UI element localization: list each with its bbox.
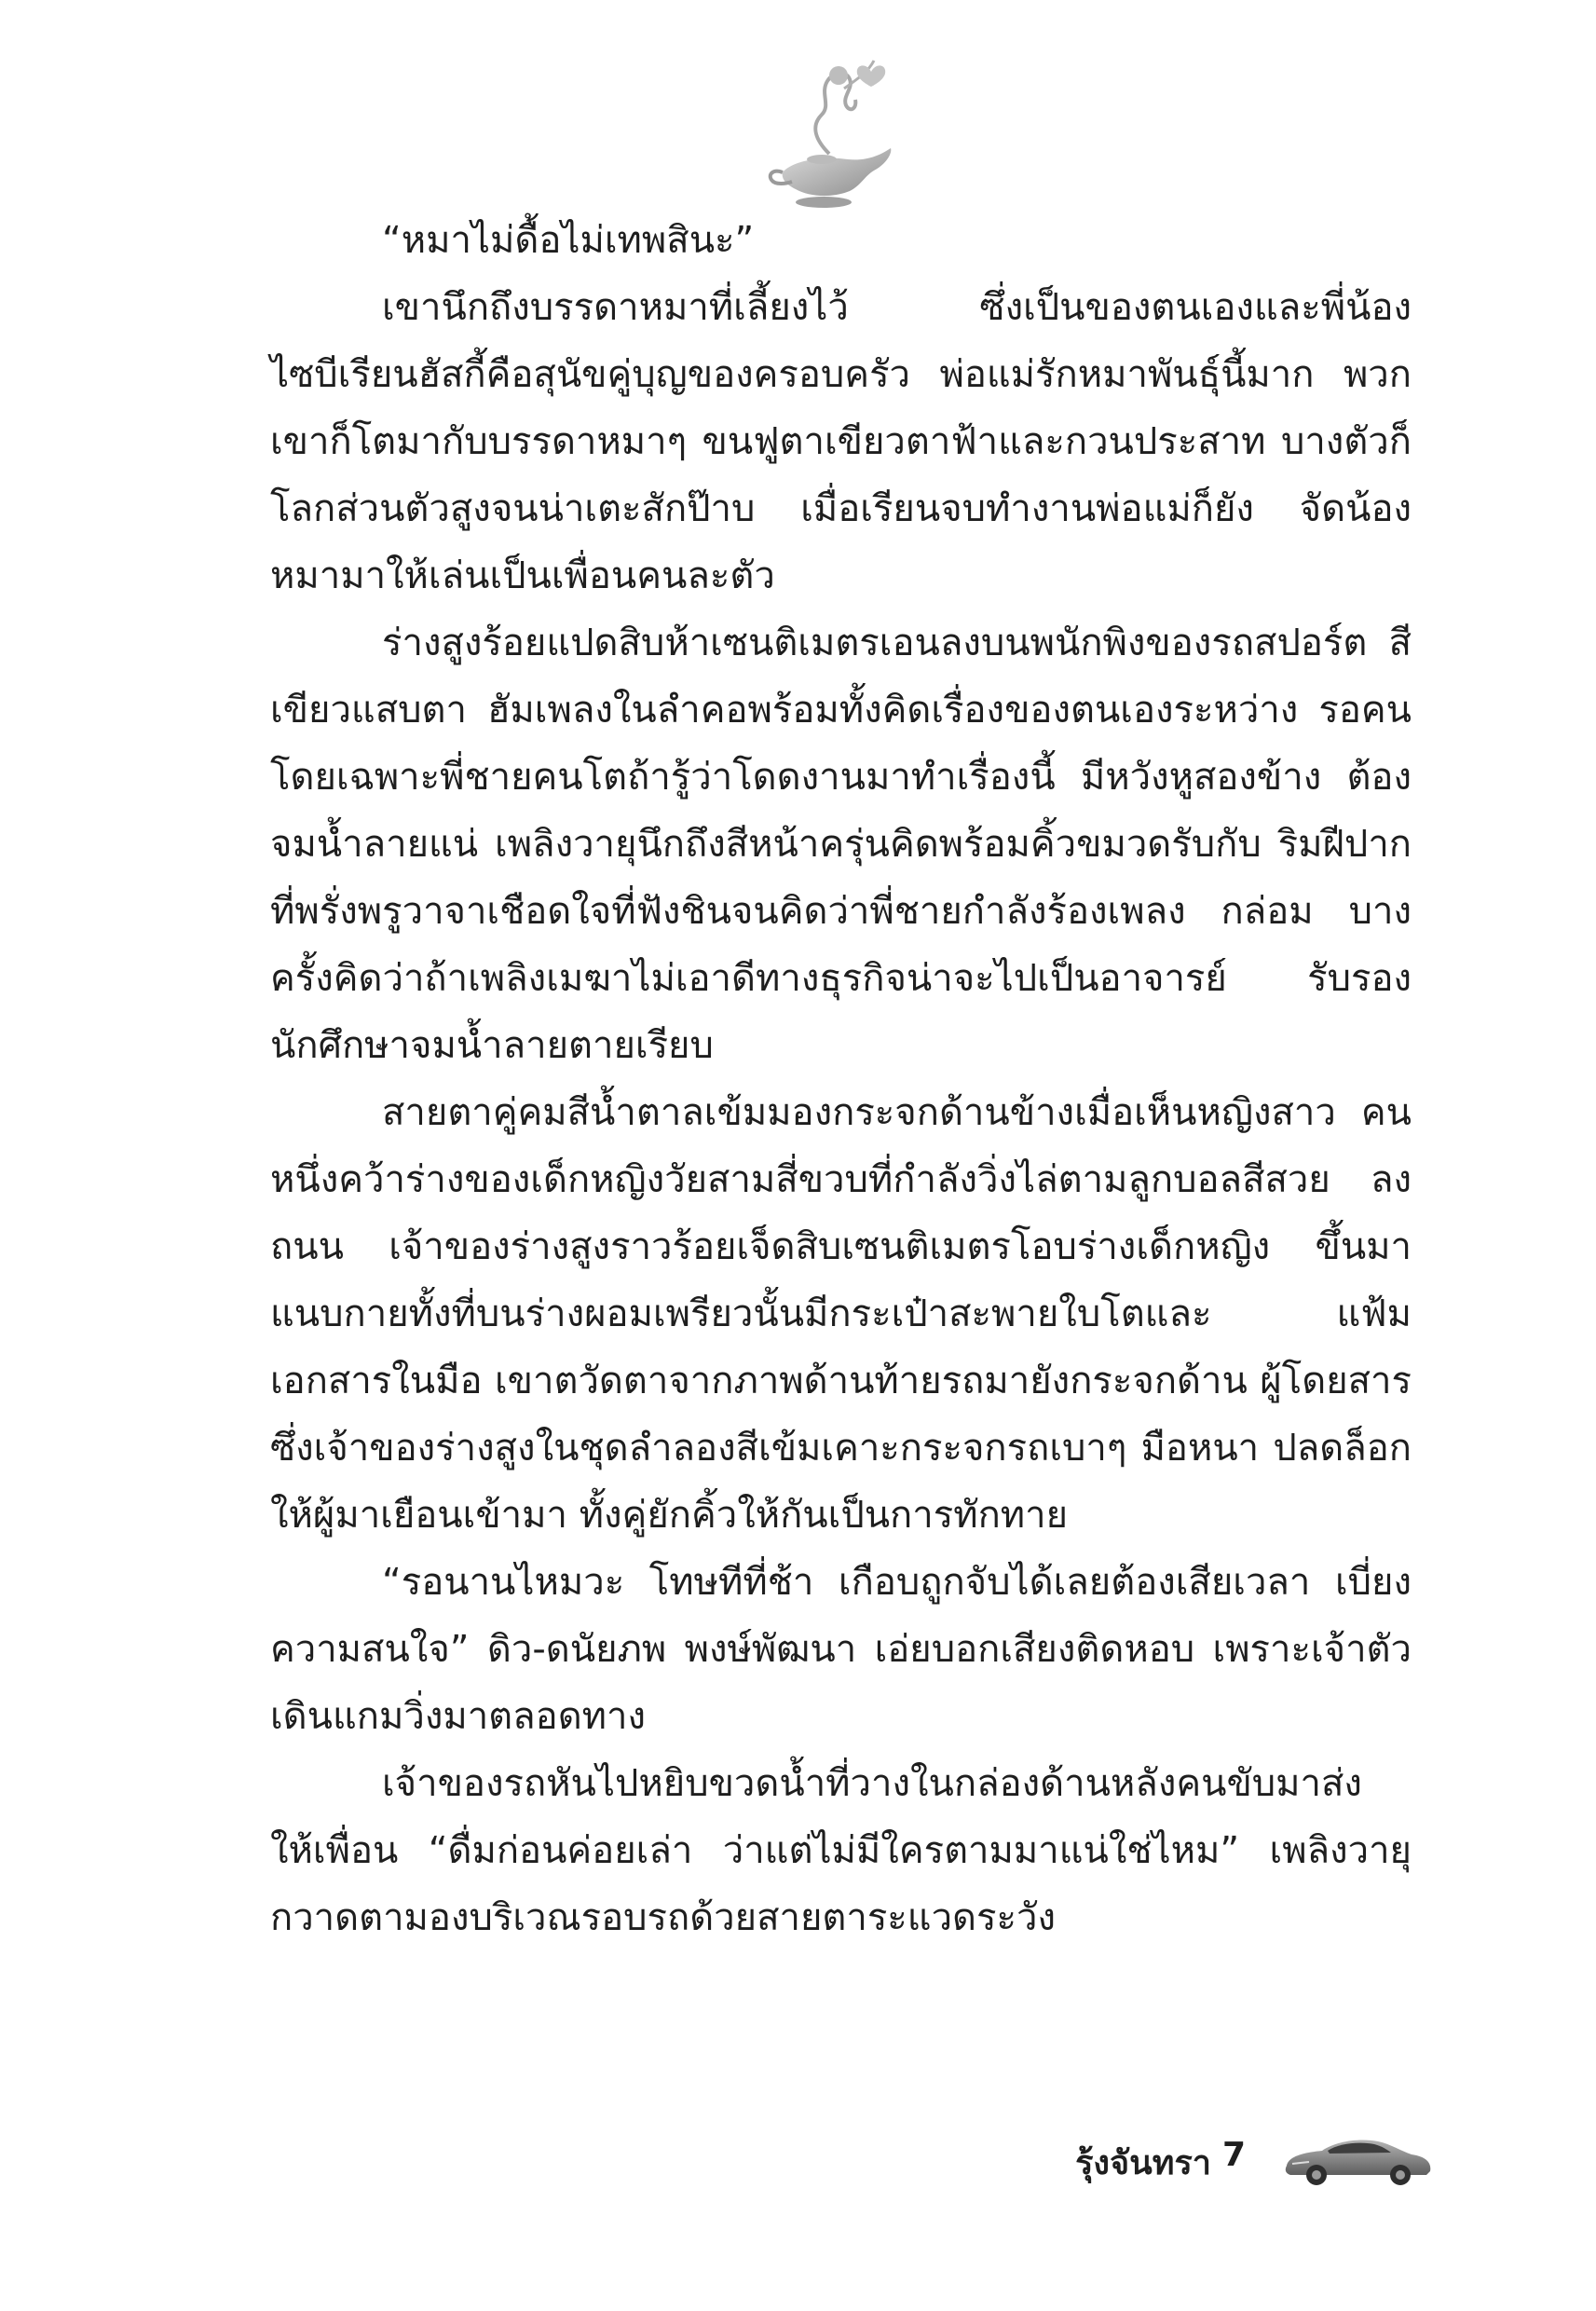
body-text xyxy=(270,207,1412,1951)
page-number: 7 xyxy=(1222,2136,1247,2174)
paragraph-1: “หมาไม่ดื้อไม่เทพสินะ” xyxy=(382,219,755,262)
paragraph-3: ร่างสูงร้อยแปดสิบห้าเซนติเมตรเอนลงบนพนักพิงของรถสปอร์ต สีเขียวแสบตา ฮัมเพลงในลำคอพร้อมทั้งคิดเรื่องของตนเองระหว่าง รอคน โดยเฉพาะพี่ชายคนโตถ้ารู้ว่าโดดงานมาทำเรื่องนี้ มีหวังหูสองข้าง ต้องจมน้ำลายแน่ เพลิงวายุนึกถึงสีหน้าครุ่นคิดพร้อมคิ้วขมวดรับกับ ริมฝีปากที่พรั่งพรูวาจาเชือดใจที่ฟังชินจนคิดว่าพี่ชายกำลังร้องเพลง กล่อม บางครั้งคิดว่าถ้าเพลิงเมฆาไม่เอาดีทางธุรกิจน่าจะไปเป็นอาจารย์ รับรองนักศึกษาจมน้ำลายตายเรียบ xyxy=(270,622,1412,1067)
paragraph-6: เจ้าของรถหันไปหยิบขวดน้ำที่วางในกล่องด้านหลังคนขับมาส่ง ให้เพื่อน “ดื่มก่อนค่อยเล่า ว่าแต่ไม่มีใครตามมาแน่ใช่ไหม” เพลิงวายุ กวาดตามองบริเวณรอบรถด้วยสายตาระแวดระวัง xyxy=(270,1762,1412,1939)
genie-lamp-icon xyxy=(764,51,904,214)
paragraph-4: สายตาคู่คมสีน้ำตาลเข้มมองกระจกด้านข้างเมื่อเห็นหญิงสาว คนหนึ่งคว้าร่างของเด็กหญิงวัยสามสี่ขวบที่กำลังวิ่งไล่ตามลูกบอลสีสวย ลงถนน เจ้าของร่างสูงราวร้อยเจ็ดสิบเซนติเมตรโอบร่างเด็กหญิง ขึ้นมาแนบกายทั้งที่บนร่างผอมเพรียวนั้นมีกระเป๋าสะพายใบโตและ แฟ้มเอกสารในมือ เขาตวัดตาจากภาพด้านท้ายรถมายังกระจกด้าน ผู้โดยสารซึ่งเจ้าของร่างสูงในชุดลำลองสีเข้มเคาะกระจกรถเบาๆ มือหนา ปลดล็อกให้ผู้มาเยือนเข้ามา ทั้งคู่ยักคิ้วให้กันเป็นการทักทาย xyxy=(270,1091,1412,1537)
book-title: รุ้งจันทรา xyxy=(1075,2144,1211,2182)
paragraph-2: เขานึกถึงบรรดาหมาที่เลี้ยงไว้ ซึ่งเป็นของตนเองและพี่น้อง ไซบีเรียนฮัสกี้คือสุนัขคู่บุญของครอบครัว พ่อแม่รักหมาพันธุ์นี้มาก พวกเขาก็โตมากับบรรดาหมาๆ ขนฟูตาเขียวตาฟ้าและกวนประสาท บางตัวก็โลกส่วนตัวสูงจนน่าเตะสักป๊าบ เมื่อเรียนจบทำงานพ่อแม่ก็ยัง จัดน้องหมามาให้เล่นเป็นเพื่อนคนละตัว xyxy=(270,286,1412,597)
sports-car-icon xyxy=(1281,2130,1435,2188)
paragraph-5: “รอนานไหมวะ โทษทีที่ช้า เกือบถูกจับได้เลยต้องเสียเวลา เบี่ยงความสนใจ” ดิว-ดนัยภพ พงษ์พัฒนา เอ่ยบอกเสียงติดหอบ เพราะเจ้าตัวเดินแกมวิ่งมาตลอดทาง xyxy=(270,1561,1412,1738)
page-footer xyxy=(978,2123,1444,2197)
